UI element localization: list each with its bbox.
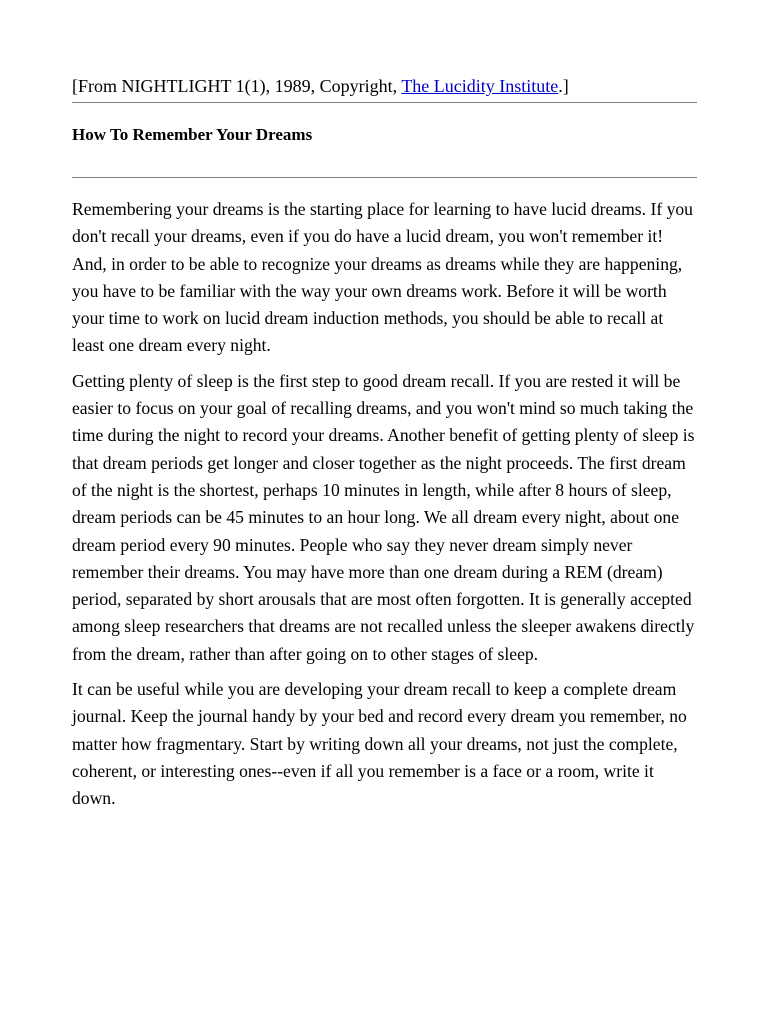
- document-page: [72, 70, 697, 821]
- article-title: How To Remember Your Dreams: [72, 125, 313, 144]
- paragraph-2: Getting plenty of sleep is the first step to good dream recall. If you are rested it will be easier to focus on your goal of recalling dreams, and you won't mind so much taking the time during the night to record your dreams. Another benefit of getting plenty of sleep is that dream periods get longer and closer together as the night proceeds. The first dream of the night is the shortest, perhaps 10 minutes in length, while after 8 hours of sleep, dream periods can be 45 minutes to an hour long. We all dream every night, about one dream period every 90 minutes. People who say they never dream simply never remember their dreams. You may have more than one dream during a REM (dream) period, separated by short arousals that are most often forgotten. It is generally accepted among sleep researchers that dreams are not recalled unless the sleeper awakens directly from the dream, rather than after going on to other stages of sleep.: [72, 370, 695, 664]
- top-divider: [72, 102, 697, 103]
- paragraph-3: It can be useful while you are developing your dream recall to keep a complete dream journal. Keep the journal handy by your bed and record every dream you remember, no matter how fragmentary. Start by writing down all your dreams, not just the complete, coherent, or interesting ones--even if all you remember is a face or a room, write it down.: [72, 679, 687, 809]
- lucidity-institute-link[interactable]: The Lucidity Institute: [401, 76, 559, 96]
- source-prefix: [From NIGHTLIGHT 1(1), 1989, Copyright,: [72, 76, 402, 96]
- title-divider: [72, 177, 697, 178]
- paragraph-1: Remembering your dreams is the starting place for learning to have lucid dreams. If you don't recall your dreams, even if you do have a lucid dream, you won't remember it! And, in order to be able to recognize your dreams as dreams while they are happening, you have to be familiar with the way your own dreams work. Before it will be worth your time to work on lucid dream induction methods, you should be able to recall at least one dream every night.: [72, 199, 693, 356]
- source-citation: [72, 70, 697, 102]
- source-suffix: .]: [558, 76, 569, 96]
